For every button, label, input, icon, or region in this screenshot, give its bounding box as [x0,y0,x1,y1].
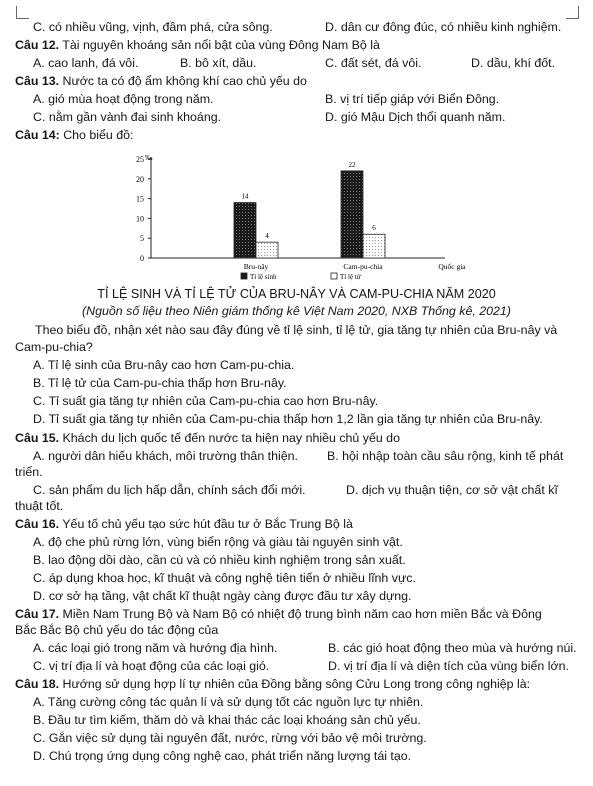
y-tick-label: 15 [136,194,144,204]
y-tick-label: 20 [136,174,144,184]
question-12: Câu 12. Tài nguyên khoáng sản nổi bật của vùng Đông Nam Bộ là [15,38,380,52]
q16-option-c: C. áp dụng khoa học, kĩ thuật và công nghệ tiên tiến ở nhiều lĩnh vực. [33,571,416,585]
q12-option-c: C. đất sét, đá vôi. [325,56,422,70]
q15-option-a: A. người dân hiếu khách, môi trường thân thiện. [33,449,298,463]
q14-body-line1: Theo biểu đồ, nhận xét nào sau đây đúng về tỉ lệ sinh, tỉ lệ tử, gia tăng tự nhiên của Bru-nây và [35,323,558,337]
question-15: Câu 15. Khách du lịch quốc tế đến nước ta hiện nay nhiều chủ yếu do [15,431,400,445]
q12-option-a: A. cao lanh, đá vôi. [33,56,139,70]
crop-mark-right [566,6,579,19]
question-17-cont: Bắc Bắc Bộ chủ yếu do tác động của [15,623,219,637]
q14-option-c: C. Tỉ suất gia tăng tự nhiên của Cam-pu-chia cao hơn Bru-nây. [33,394,379,408]
y-axis-label: ‰ [145,153,153,162]
question-14: Câu 14: Cho biểu đồ: [15,128,134,142]
legend-swatch [241,273,247,279]
bar [363,234,385,258]
q15-option-b: B. hội nhập toàn cầu sâu rộng, kinh tế phát [327,449,564,463]
y-tick-label: 10 [136,214,144,224]
bar [341,171,363,258]
question-13: Câu 13. Nước ta có độ ẩm không khí cao chủ yếu do [15,74,307,88]
bar [234,203,256,258]
chart-source: (Nguồn số liệu theo Niên giám thống kê Việt Nam 2020, NXB Thống kê, 2021) [82,304,511,318]
chart-title: TỈ LỆ SINH VÀ TỈ LỆ TỬ CỦA BRU-NÂY VÀ CAM-PU-CHIA NĂM 2020 [97,287,496,301]
bar-chart [125,152,490,287]
q15-option-c: C. sản phẩm du lịch hấp dẫn, chính sách đổi mới. [33,483,306,497]
question-16: Câu 16. Yếu tố chủ yếu tạo sức hút đầu tư ở Bắc Trung Bộ là [15,517,353,531]
q12-option-d: D. dầu, khí đốt. [471,56,556,70]
q14-option-d: D. Tỉ suất gia tăng tự nhiên của Cam-pu-chia thấp hơn 1,2 lần gia tăng tự nhiên của Bru-nây. [33,412,543,426]
x-category-label: Bru-nây [243,262,269,271]
q12-option-b: B. bô xít, dầu. [180,56,257,70]
q18-option-d: D. Chú trọng ứng dụng công nghệ cao, phát triển năng lượng tái tạo. [33,749,412,763]
bar-value-label: 14 [241,192,249,201]
legend-label: Tỉ lệ sinh [250,273,277,281]
q11-option-d: D. dân cư đông đúc, có nhiều kinh nghiệm. [325,20,562,34]
q16-option-d: D. cơ sở hạ tầng, vật chất kĩ thuật ngày càng được đầu tư xây dựng. [33,589,412,603]
q18-option-a: A. Tăng cường công tác quản lí và sử dụng tốt các nguồn lực tự nhiên. [33,695,424,709]
crop-mark-left [16,6,29,19]
q17-option-b: B. các gió hoạt động theo mùa và hướng núi. [328,641,577,655]
q13-option-d: D. gió Mậu Dịch thổi quanh năm. [325,110,506,124]
q16-option-a: A. độ che phủ rừng lớn, vùng biển rộng và giàu tài nguyên sinh vật. [33,535,403,549]
q14-option-a: A. Tỉ lệ sinh của Bru-nây cao hơn Cam-pu-chia. [33,358,295,372]
q15-option-b-cont: triển. [15,465,43,479]
bar-value-label: 4 [265,232,269,241]
q13-option-c: C. nằm gần vành đai sinh khoáng. [33,110,222,124]
q18-option-c: C. Gắn việc sử dụng tài nguyên đất, nước, rừng với bảo vệ môi trường. [33,731,427,745]
q14-body-line2: Cam-pu-chia? [15,340,93,354]
q13-option-a: A. gió mùa hoạt động trong năm. [33,92,214,106]
q15-option-d: D. dịch vụ thuận tiện, cơ sở vật chất kĩ [346,483,558,497]
x-axis-label: Quốc gia [438,262,466,271]
bar-value-label: 22 [348,160,356,169]
q16-option-b: B. lao động dồi dào, cần cù và có nhiều kinh nghiệm trong sản xuất. [33,553,406,567]
question-18: Câu 18. Hướng sử dụng hợp lí tự nhiên của Đồng bằng sông Cửu Long trong công nghiệp là: [15,677,531,691]
legend-swatch [331,273,337,279]
bar [256,242,278,258]
q13-option-b: B. vị trí tiếp giáp với Biển Đông. [325,92,500,106]
x-category-label: Cam-pu-chia [343,262,383,271]
y-tick-label: 5 [140,234,144,244]
q18-option-b: B. Đầu tư tìm kiếm, thăm dò và khai thác các loại khoáng sản chủ yếu. [33,713,421,727]
q17-option-c: C. vị trí địa lí và hoạt động của các loại gió. [33,659,270,673]
bar-value-label: 6 [372,224,376,233]
y-tick-label: 0 [140,254,144,263]
q17-option-a: A. các loại gió trong năm và hướng địa hình. [33,641,278,655]
q14-option-b: B. Tỉ lệ tử của Cam-pu-chia thấp hơn Bru-nây. [33,376,287,390]
question-17: Câu 17. Miền Nam Trung Bộ và Nam Bộ có nhiệt độ trung bình năm cao hơn miền Bắc và Đông [15,607,542,621]
legend-label: Tỉ lệ tử [340,273,361,281]
q17-option-d: D. vị trí địa lí và diện tích của vùng biển lớn. [328,659,569,673]
q15-option-d-cont: thuật tốt. [15,499,64,513]
q11-option-c: C. có nhiều vũng, vịnh, đầm phá, cửa sông. [33,20,273,34]
y-tick-label: 25 [136,155,144,164]
